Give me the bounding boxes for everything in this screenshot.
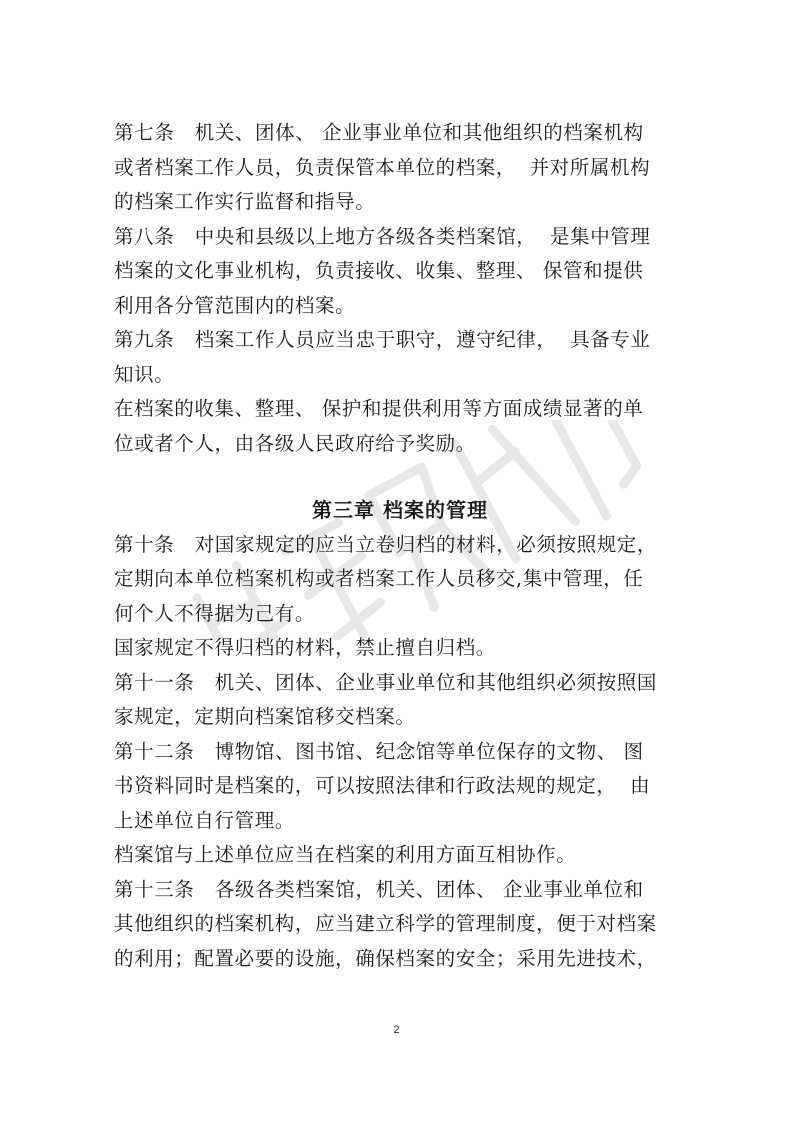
text-line: 档案馆与上述单位应当在档案的利用方面互相协作。 [114, 843, 577, 866]
text-line: 或者档案工作人员，负责保管本单位的档案， 并对所属机构 [114, 155, 651, 179]
page-number: 2 [393, 1024, 400, 1036]
paragraph-no-archive [114, 631, 686, 666]
text-line: 第九条 档案工作人员应当忠于职守，遵守纪律， 具备专业 [114, 328, 651, 351]
paragraph-article-7 [114, 116, 686, 220]
text-line: 的利用；配置必要的设施，确保档案的安全；采用先进技术， [114, 946, 657, 970]
chapter-heading: 第三章 档案的管理 [312, 498, 488, 522]
text-line: 利用各分管范围内的档案。 [114, 293, 356, 317]
text-line: 家规定，定期向档案馆移交档案。 [114, 705, 416, 728]
paragraph-cooperation [114, 838, 686, 873]
text-line: 第十一条 机关、团体、企业事业单位和其他组织必须按照国 [114, 670, 657, 694]
text-line: 定期向本单位档案机构或者档案工作人员移交,集中管理，任 [114, 567, 644, 590]
document-body [114, 116, 686, 976]
text-line: 第十三条 各级各类档案馆，机关、团体、 企业事业单位和 [114, 877, 644, 901]
paragraph-article-13 [114, 873, 686, 977]
text-line: 第十条 对国家规定的应当立卷归档的材料，必须按照规定， [114, 532, 657, 556]
paragraph-article-12 [114, 735, 686, 839]
text-line: 档案的文化事业机构，负责接收、收集、整理、 保管和提供 [114, 259, 644, 282]
text-line: 在档案的收集、整理、 保护和提供利用等方面成绩显著的单 [114, 397, 644, 420]
text-line: 书资料同时是档案的，可以按照法律和行政法规的规定， 由 [114, 774, 651, 797]
text-line: 第十二条 博物馆、图书馆、纪念馆等单位保存的文物、 图 [114, 739, 644, 763]
paragraph-award [114, 392, 686, 461]
text-line: 知识。 [114, 362, 175, 386]
paragraph-article-9 [114, 323, 686, 392]
text-line: 何个人不得据为己有。 [114, 601, 316, 625]
text-line: 上述单位自行管理。 [114, 808, 295, 832]
paragraph-article-11 [114, 666, 686, 735]
text-line: 其他组织的档案机构，应当建立科学的管理制度，便于对档案 [114, 912, 657, 935]
text-line: 的档案工作实行监督和指导。 [114, 190, 376, 213]
text-line: 国家规定不得归档的材料，禁止擅自归档。 [114, 636, 496, 659]
paragraph-article-8 [114, 220, 686, 324]
text-line: 位或者个人，由各级人民政府给予奖励。 [114, 431, 476, 455]
paragraph-article-10 [114, 528, 686, 632]
text-line: 第七条 机关、团体、 企业事业单位和其他组织的档案机构 [114, 121, 644, 144]
text-line: 第八条 中央和县级以上地方各级各类档案馆， 是集中管理 [114, 224, 651, 248]
